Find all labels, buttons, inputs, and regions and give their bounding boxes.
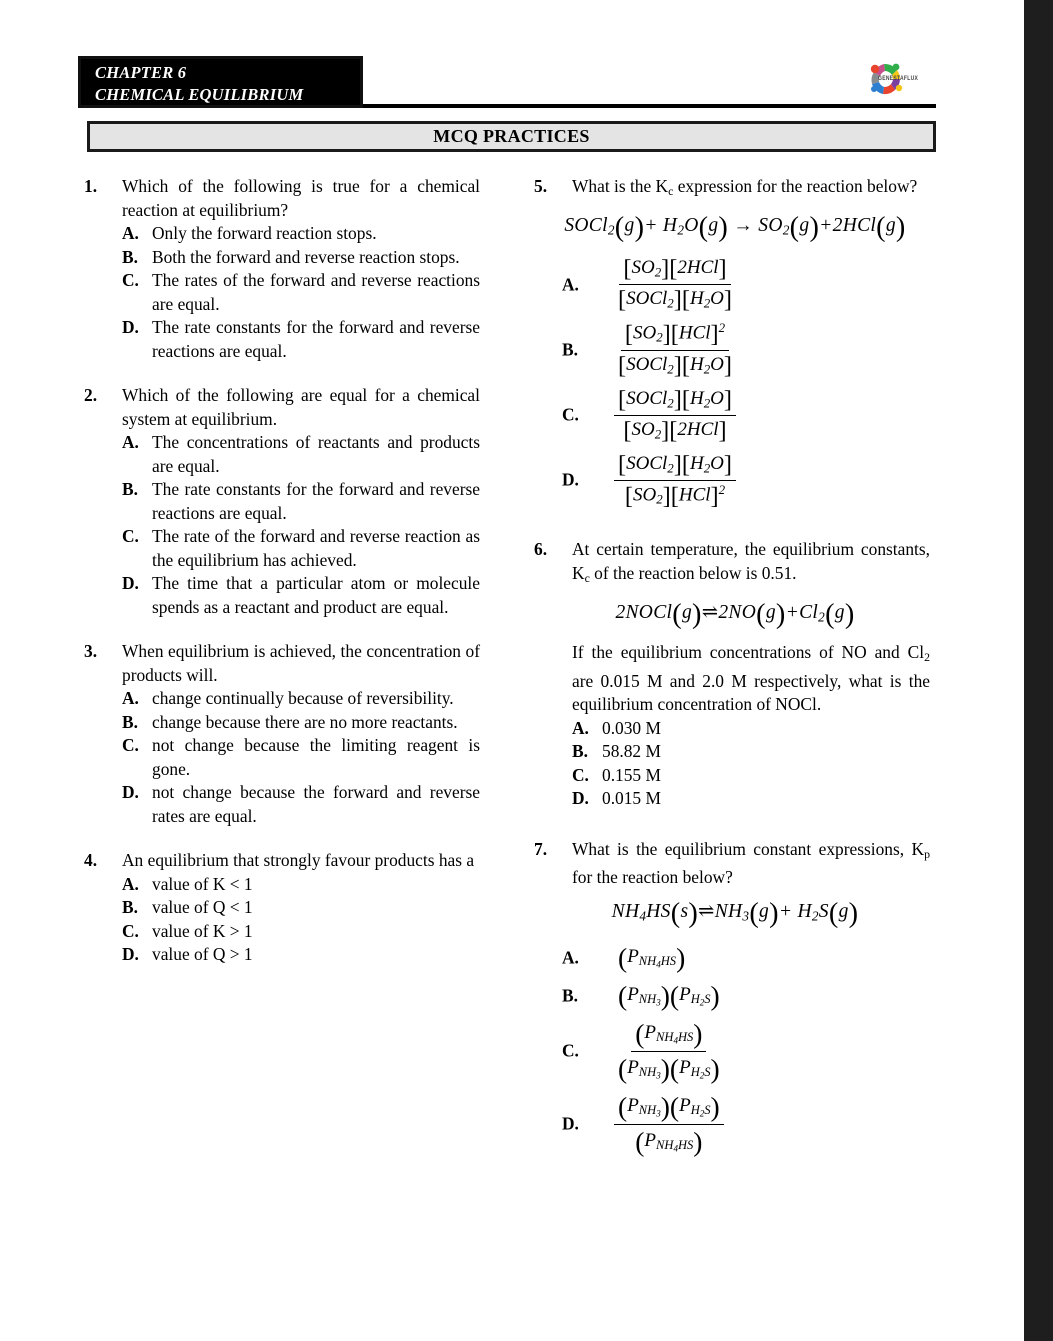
page-header [0, 0, 1024, 115]
option-letter: D. [562, 1113, 579, 1134]
question-4-stem [80, 849, 480, 873]
question-5-option-c[interactable] [562, 385, 930, 446]
question-1-option-c[interactable] [122, 269, 480, 316]
question-6-option-c[interactable] [572, 764, 930, 788]
option-letter: B. [562, 339, 578, 360]
option-letter: A. [562, 274, 579, 295]
option-text: change because there are no more reactants. [152, 711, 458, 732]
question-6-after-post: are 0.015 M and 2.0 M respectively, what is the equilibrium concentration of NOCl. [572, 670, 930, 715]
question-5-equation: SOCl$_2$(g)+ $H_2O(g) \to SO_2(g)+2HCl(g)$ [564, 212, 906, 244]
option-letter: B. [122, 711, 138, 732]
fraction-denominator: $[SOCl_2][H_2O]$ [618, 286, 732, 314]
option-text: 0.155 M [602, 764, 661, 785]
question-6-stem [530, 538, 930, 590]
question-7-option-b[interactable] [562, 979, 930, 1013]
option-text: The rates of the forward and reverse reactions are equal. [152, 270, 480, 314]
option-letter: D. [562, 469, 579, 490]
question-2-stem [80, 384, 480, 431]
option-letter: C. [572, 764, 589, 785]
question-2-options [80, 431, 480, 619]
question-1-stem [80, 175, 480, 222]
option-letter: A. [562, 947, 579, 968]
question-6 [530, 538, 930, 810]
option-letter: A. [122, 873, 139, 894]
option-letter: B. [122, 479, 138, 499]
fraction [614, 319, 736, 380]
option-letter: A. [572, 717, 589, 738]
question-4-number: 4. [84, 850, 98, 870]
column-left [80, 175, 480, 988]
fraction-denominator: $[SOCl_2][H_2O]$ [618, 351, 732, 379]
fraction-numerator: $[SO_2][HCl]^2$ [621, 319, 729, 350]
question-4-option-c[interactable] [122, 920, 480, 944]
option-letter: D. [122, 782, 139, 802]
question-3-option-b[interactable] [122, 711, 480, 735]
chapter-banner [78, 56, 363, 108]
question-5-option-b[interactable] [562, 319, 930, 380]
question-4-text: An equilibrium that strongly favour products has a [122, 850, 475, 870]
question-7-subscript: p [924, 846, 930, 861]
fraction-numerator: $(PNH_3)(PH_2S)$ [614, 1090, 724, 1125]
expression-body: $(PNH_4HS)$ [618, 941, 686, 973]
question-2-number: 2. [84, 385, 98, 405]
option-text: not change because the forward and reverse rates are equal. [152, 782, 480, 826]
question-7-stem [530, 838, 930, 890]
question-6-option-b[interactable] [572, 740, 930, 764]
question-7-text-pre: What is the equilibrium constant expressions, K [572, 838, 925, 859]
question-1-options [80, 222, 480, 363]
question-6-after-subscript: 2 [924, 650, 930, 665]
expression [614, 979, 724, 1013]
header-divider [363, 104, 936, 108]
fraction [614, 1017, 724, 1086]
question-3 [80, 640, 480, 828]
question-7-option-c[interactable] [562, 1017, 930, 1086]
question-7-option-a[interactable] [562, 941, 930, 975]
question-5-subscript: c [668, 183, 674, 198]
question-6-text-post: of the reaction below is 0.51. [589, 562, 797, 583]
question-5-stem [530, 175, 930, 203]
option-letter: D. [122, 317, 139, 337]
question-6-subscript: c [584, 570, 590, 585]
column-right [530, 175, 930, 1180]
fraction-numerator: $[SOCl_2][H_2O]$ [614, 450, 736, 481]
option-letter: B. [122, 246, 138, 267]
question-1-option-d[interactable] [122, 316, 480, 363]
option-text: The time that a particular atom or molecule spends as a reactant and product are equal. [152, 573, 480, 617]
question-6-options [530, 717, 930, 811]
question-4-options [80, 873, 480, 967]
chapter-label: CHAPTER 6 [95, 63, 187, 82]
question-4-option-a[interactable] [122, 873, 480, 897]
question-7-options [530, 941, 930, 1159]
question-3-text: When equilibrium is achieved, the concentration of products will. [122, 641, 480, 685]
question-5-text-pre: What is the K [572, 176, 669, 196]
question-3-option-d[interactable] [122, 781, 480, 828]
question-3-options [80, 687, 480, 828]
chapter-title: CHEMICAL EQUILIBRIUM [95, 85, 304, 104]
option-letter: C. [122, 526, 139, 546]
question-5-options [530, 254, 930, 511]
option-letter: A. [122, 223, 139, 243]
question-4-option-d[interactable] [122, 943, 480, 967]
expression [614, 941, 689, 975]
question-7 [530, 838, 930, 1159]
logo-wordmark: GENESTAFLUX [878, 75, 919, 83]
question-2-text: Which of the following are equal for a chemical system at equilibrium. [122, 385, 480, 429]
question-5-option-a[interactable] [562, 254, 930, 315]
option-text: not change because the limiting reagent is gone. [152, 735, 480, 779]
question-3-option-a[interactable] [122, 687, 480, 711]
option-letter: C. [122, 735, 139, 755]
option-letter: B. [122, 897, 138, 917]
question-1-option-a[interactable] [122, 222, 480, 246]
question-6-option-a[interactable] [572, 717, 930, 741]
question-6-number: 6. [534, 539, 548, 560]
option-text: 0.015 M [602, 788, 661, 809]
option-letter: C. [562, 404, 579, 425]
option-text: value of K > 1 [152, 920, 253, 941]
option-letter: C. [562, 1040, 579, 1061]
option-text: The rate constants for the forward and reverse reactions are equal. [152, 317, 480, 361]
question-2-option-d[interactable] [122, 572, 480, 619]
question-5-option-d[interactable] [562, 450, 930, 511]
option-letter: D. [122, 944, 139, 964]
fraction [614, 450, 736, 511]
question-2-option-b[interactable] [122, 478, 480, 525]
question-6-after-pre: If the equilibrium concentrations of NO and Cl [572, 642, 925, 663]
option-text: value of K < 1 [152, 873, 253, 894]
option-text: value of Q < 1 [152, 897, 253, 917]
question-6-text-pre: At certain temperature, the equilibrium constants, K [572, 539, 930, 583]
option-letter: A. [122, 432, 139, 452]
section-title-bar [87, 121, 936, 152]
question-6-stem-continued [530, 641, 930, 716]
question-5-number: 5. [534, 176, 548, 196]
option-text: value of Q > 1 [152, 944, 253, 964]
question-4 [80, 849, 480, 967]
question-3-option-c[interactable] [122, 734, 480, 781]
fraction-numerator: $[SO_2][2HCl]$ [619, 254, 730, 285]
option-text: The concentrations of reactants and products are equal. [152, 432, 480, 476]
section-title-text: MCQ PRACTICES [433, 126, 590, 146]
fraction [614, 385, 736, 446]
option-text: 58.82 M [602, 741, 661, 762]
question-7-equation: $NH_4HS(s)\rightleftharpoons NH_3(g)+ H_2S(g)$ [611, 898, 859, 930]
fraction-numerator: $[SOCl_2][H_2O]$ [614, 385, 736, 416]
question-2-option-a[interactable] [122, 431, 480, 478]
option-letter: B. [572, 741, 588, 762]
option-letter: D. [122, 573, 139, 593]
fraction-numerator: $(PNH_4HS)$ [631, 1017, 706, 1052]
question-2 [80, 384, 480, 619]
fraction-denominator: $(PNH_3)(PH_2S)$ [618, 1052, 720, 1084]
question-5-text-post: expression for the reaction below? [673, 176, 918, 196]
question-7-number: 7. [534, 838, 548, 859]
option-letter: A. [122, 688, 139, 708]
question-1-number: 1. [84, 176, 98, 196]
option-letter: C. [122, 920, 139, 941]
question-2-option-c[interactable] [122, 525, 480, 572]
question-3-number: 3. [84, 641, 98, 661]
option-text: change continually because of reversibility. [152, 688, 454, 708]
option-letter: B. [562, 985, 578, 1006]
organization-logo [860, 57, 919, 103]
fraction-denominator: $[SO_2][2HCl]$ [623, 416, 727, 444]
option-text: Only the forward reaction stops. [152, 223, 377, 243]
question-6-option-d[interactable] [572, 787, 930, 811]
fraction [614, 1090, 724, 1159]
question-1 [80, 175, 480, 363]
question-1-option-b[interactable] [122, 246, 480, 270]
question-5 [530, 175, 930, 511]
expression-body: $(PNH_3)(PH_2S)$ [618, 979, 720, 1011]
option-letter: C. [122, 270, 139, 290]
option-text: The rate of the forward and reverse reaction as the equilibrium has achieved. [152, 526, 480, 570]
option-text: The rate constants for the forward and reverse reactions are equal. [152, 479, 480, 523]
fraction-denominator: $(PNH_4HS)$ [635, 1125, 703, 1157]
option-text: 0.030 M [602, 717, 661, 738]
page-right-band [1024, 0, 1053, 1341]
option-letter: D. [572, 788, 589, 809]
question-7-option-d[interactable] [562, 1090, 930, 1159]
fraction-denominator: $[SO_2][HCl]^2$ [624, 481, 726, 510]
fraction [614, 254, 736, 315]
question-1-text: Which of the following is true for a chemical reaction at equilibrium? [122, 176, 480, 220]
question-6-equation: $2NOCl(g)\rightleftharpoons 2NO(g)+Cl_2(g)$ [615, 599, 855, 631]
question-7-text-post: for the reaction below? [572, 867, 733, 888]
question-4-option-b[interactable] [122, 896, 480, 920]
question-3-stem [80, 640, 480, 687]
option-text: Both the forward and reverse reaction stops. [152, 246, 460, 267]
